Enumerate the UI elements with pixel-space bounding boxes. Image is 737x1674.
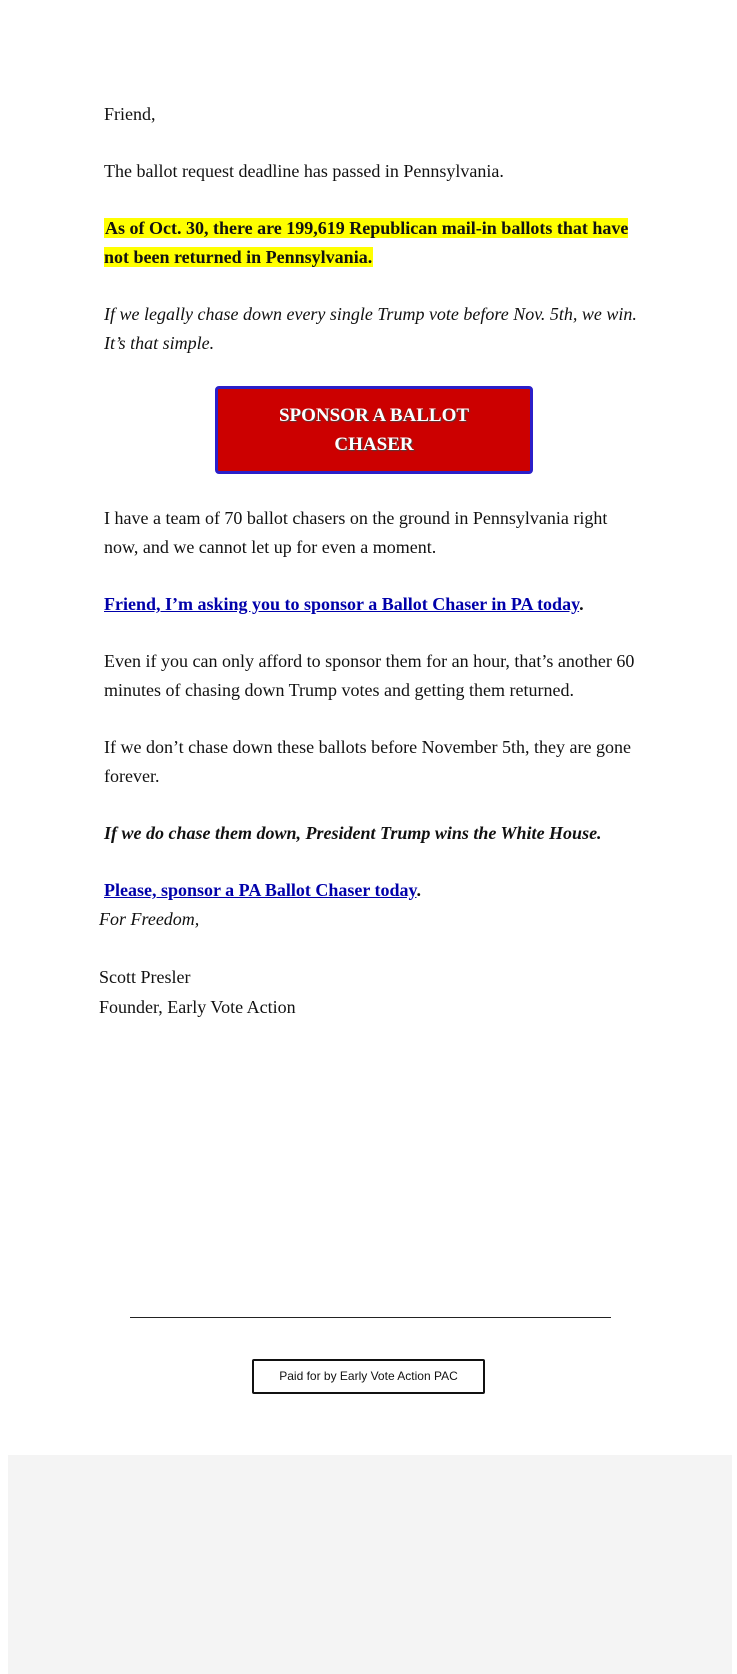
link2-paragraph [104,876,644,905]
paid-for-disclaimer: Paid for by Early Vote Action PAC [252,1359,485,1394]
forever-paragraph: If we don’t chase down these ballots before November 5th, they are gone forever. [104,737,631,786]
email-body [104,100,644,933]
footer-divider [130,1317,611,1318]
footer-gray-area [8,1455,732,1674]
afford-paragraph: Even if you can only afford to sponsor them for an hour, that’s another 60 minutes of chasing down Trump votes and getting them returned. [104,651,635,700]
link1-period: . [579,594,584,614]
sponsor-ballot-chaser-button[interactable]: SPONSOR A BALLOT CHASER [215,386,533,474]
sender-name: Scott Presler [99,967,191,987]
sponsor-pa-chaser-link[interactable]: Please, sponsor a PA Ballot Chaser today [104,880,417,900]
highlight-paragraph [104,214,644,272]
cta-container [104,386,644,474]
closing: For Freedom, [99,909,200,929]
link1-paragraph [104,590,644,619]
bolditalic-paragraph: If we do chase them down, President Trump wins the White House. [104,823,602,843]
signoff [99,904,296,1022]
deadline-paragraph: The ballot request deadline has passed in Pennsylvania. [104,161,504,181]
highlighted-text: As of Oct. 30, there are 199,619 Republican mail-in ballots that have not been returned in Pennsylvania. [104,218,629,267]
sponsor-chaser-link[interactable]: Friend, I’m asking you to sponsor a Ballot Chaser in PA today [104,594,580,614]
link2-period: . [416,880,422,900]
greeting: Friend, [104,104,156,124]
sender-title: Founder, Early Vote Action [99,997,296,1017]
italic-paragraph: If we legally chase down every single Trump vote before Nov. 5th, we win. It’s that simple. [104,304,637,353]
team-paragraph: I have a team of 70 ballot chasers on the ground in Pennsylvania right now, and we cannot let up for even a moment. [104,508,608,557]
